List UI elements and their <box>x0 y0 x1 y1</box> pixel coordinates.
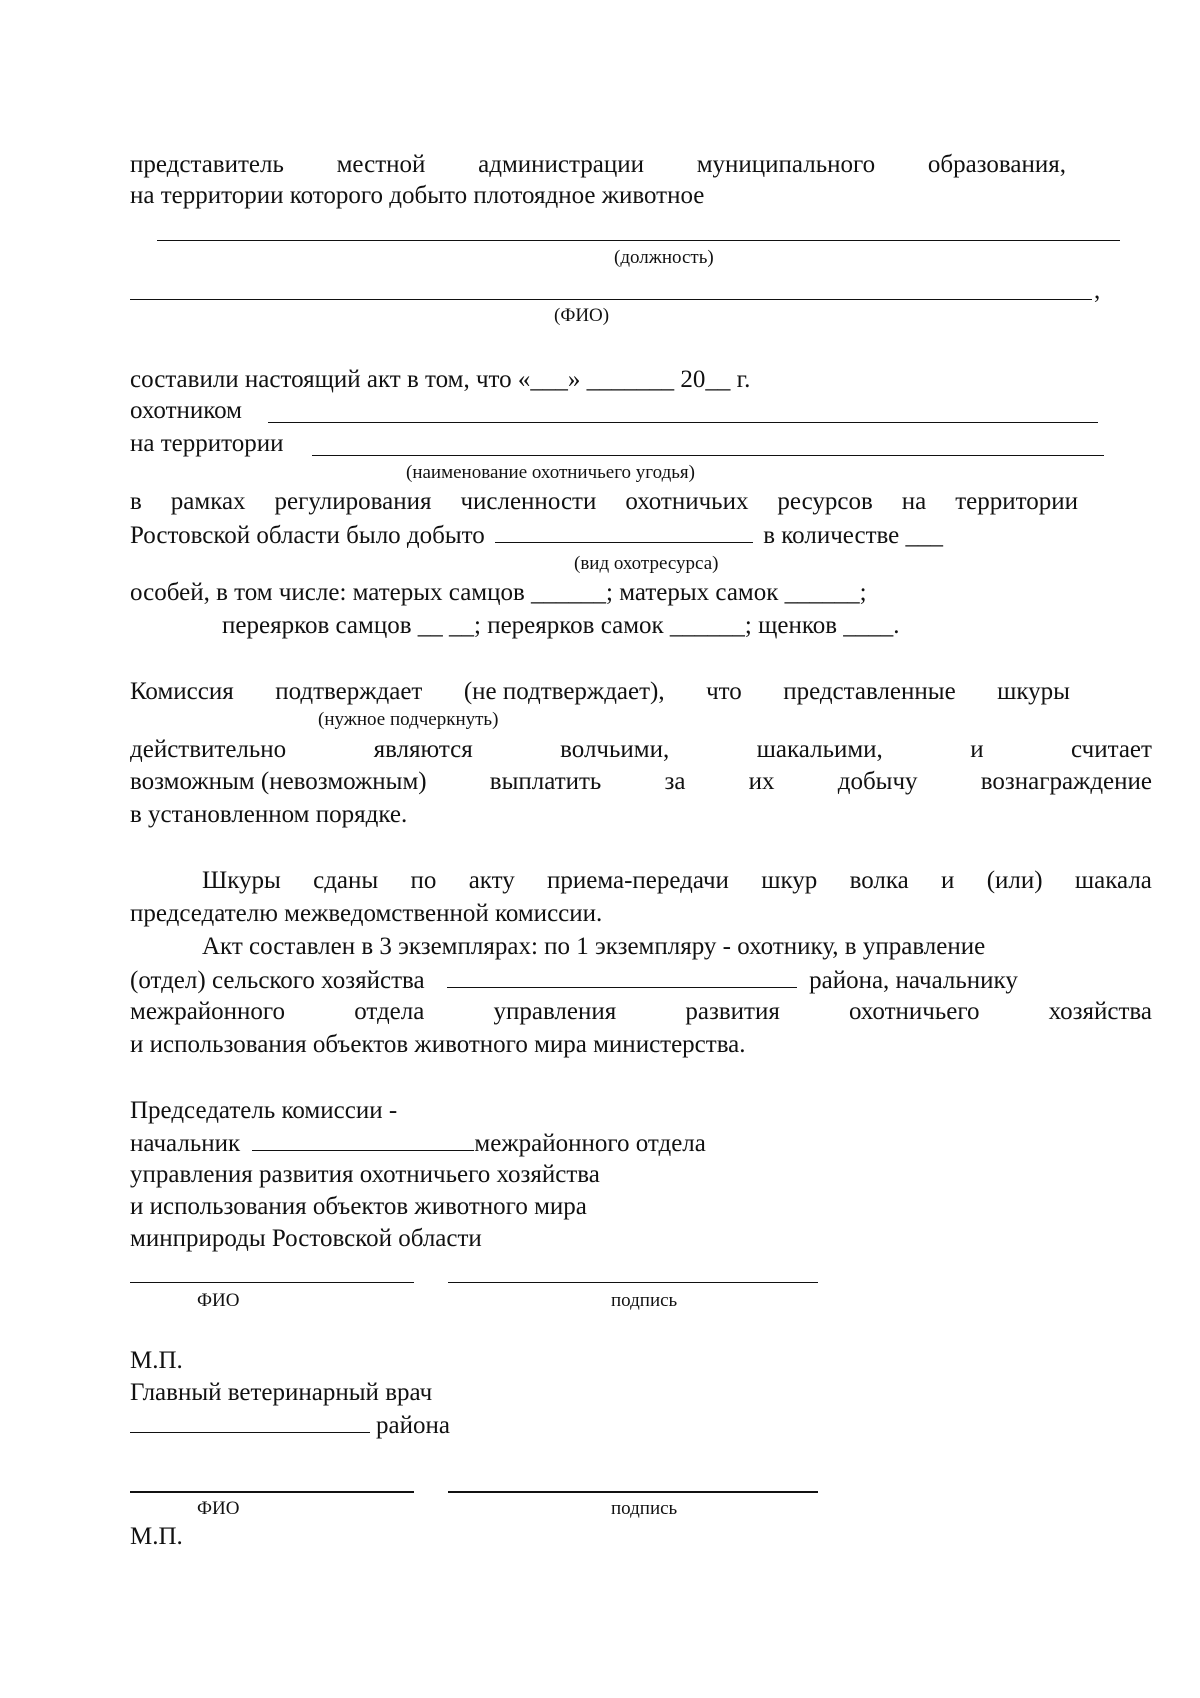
intro-word: представитель <box>130 151 284 178</box>
resource-kind-caption: (вид охотресурса) <box>574 553 719 574</box>
regulation-word: рамках <box>170 488 246 515</box>
agriculture-text: (отдел) сельского хозяйства <box>130 967 425 994</box>
intro-word: местной <box>336 151 426 178</box>
fio-comma: , <box>1094 277 1101 304</box>
region-text: Ростовской области было добыто <box>130 522 485 549</box>
underline-choice-caption: (нужное подчеркнуть) <box>318 709 499 730</box>
copies-word: развития <box>685 998 780 1025</box>
commission-word: выплатить <box>489 768 602 795</box>
commission-word: действительно <box>130 736 287 763</box>
commission-word: Комиссия <box>130 678 234 705</box>
resource-kind-field[interactable] <box>495 520 753 543</box>
chairman-line-5: минприроды Ростовской области <box>130 1225 482 1252</box>
fio-field[interactable] <box>130 299 1092 300</box>
quantity-text: в количестве ___ <box>763 522 944 549</box>
vet-fio-field[interactable] <box>130 1491 414 1493</box>
chairman-fio-field[interactable] <box>130 1282 414 1283</box>
commission-word: что <box>706 678 742 705</box>
commission-word: волчьими, <box>560 736 670 763</box>
intro-word: муниципального <box>696 151 876 178</box>
territory-label: на территории <box>130 430 284 457</box>
regulation-word: ресурсов <box>777 488 873 515</box>
vet-signature-caption: подпись <box>611 1498 678 1519</box>
vet-district-text: района <box>376 1412 450 1439</box>
commission-word: шакальими, <box>756 736 883 763</box>
regulation-word: охотничьих <box>625 488 749 515</box>
copies-line-3 <box>130 997 1152 1027</box>
skins-word: волка <box>849 867 909 894</box>
skins-word: Шкуры <box>202 867 281 894</box>
commission-line-4: в установленном порядке. <box>130 801 408 828</box>
chairman-line-2 <box>130 1128 706 1159</box>
commission-word: за <box>664 768 686 795</box>
interdistrict-text: межрайонного отдела <box>474 1130 706 1157</box>
position-caption: (должность) <box>614 247 714 268</box>
position-field[interactable] <box>157 240 1120 241</box>
commission-line-3 <box>130 767 1152 797</box>
skins-word: шкур <box>761 867 818 894</box>
counts-line-2: переярков самцов __ __; переярков самок ______; щенков ____. <box>222 612 900 639</box>
commission-line-2 <box>130 735 1152 765</box>
chairman-signature-field[interactable] <box>448 1282 818 1283</box>
skins-line-1 <box>202 866 1152 896</box>
intro-line-2: на территории которого добыто плотоядное животное <box>130 182 705 209</box>
regulation-word: регулирования <box>274 488 432 515</box>
commission-word: шкуры <box>997 678 1070 705</box>
skins-word: и <box>941 867 955 894</box>
chairman-signature-caption: подпись <box>611 1290 678 1311</box>
regulation-word: численности <box>460 488 597 515</box>
hunting-ground-caption: (наименование охотничьего угодья) <box>406 462 695 483</box>
commission-word: вознаграждение <box>980 768 1152 795</box>
region-line <box>130 520 943 551</box>
intro-line-1 <box>130 150 1066 180</box>
copies-word: отдела <box>354 998 425 1025</box>
commission-word: их <box>748 768 775 795</box>
vet-district-field[interactable] <box>130 1410 370 1433</box>
regulation-word: территории <box>955 488 1078 515</box>
regulation-word: в <box>130 488 142 515</box>
vet-line-1: Главный ветеринарный врач <box>130 1379 433 1406</box>
chairman-line-3: управления развития охотничьего хозяйства <box>130 1161 600 1188</box>
copies-word: управления <box>493 998 617 1025</box>
copies-line-2 <box>130 965 1018 996</box>
commission-word: добычу <box>837 768 918 795</box>
commission-word: подтверждает <box>275 678 423 705</box>
skins-word: сданы <box>313 867 379 894</box>
skins-word: приема-передачи <box>547 867 729 894</box>
chairman-fio-caption: ФИО <box>197 1290 240 1311</box>
vet-line-2 <box>130 1410 450 1441</box>
skins-line-2: председателю межведомственной комиссии. <box>130 900 603 927</box>
skins-word: шакала <box>1074 867 1152 894</box>
commission-word: (не подтверждает), <box>463 678 665 705</box>
commission-word: представленные <box>783 678 956 705</box>
chief-text: начальник <box>130 1130 241 1157</box>
copies-line-4: и использования объектов животного мира министерства. <box>130 1031 746 1058</box>
copies-line-1: Акт составлен в 3 экземплярах: по 1 экземпляру - охотнику, в управление <box>202 933 986 960</box>
fio-caption: (ФИО) <box>554 305 610 326</box>
hunter-label: охотником <box>130 397 242 424</box>
commission-word: возможным (невозможным) <box>130 768 427 795</box>
commission-word: являются <box>373 736 473 763</box>
counts-line-1: особей, в том числе: матерых самцов ______; матерых самок ______; <box>130 579 867 606</box>
skins-word: по <box>410 867 437 894</box>
intro-word: администрации <box>478 151 644 178</box>
copies-word: межрайонного <box>130 998 286 1025</box>
chairman-line-4: и использования объектов животного мира <box>130 1193 587 1220</box>
act-date-line: составили настоящий акт в том, что «___» _______ 20__ г. <box>130 366 751 393</box>
regulation-line <box>130 487 1078 517</box>
commission-word: и <box>970 736 984 763</box>
territory-field[interactable] <box>312 455 1104 456</box>
vet-fio-caption: ФИО <box>197 1498 240 1519</box>
chairman-line-1: Председатель комиссии - <box>130 1097 398 1124</box>
skins-word: акту <box>468 867 515 894</box>
interdistrict-field[interactable] <box>252 1128 474 1151</box>
intro-word: образования, <box>927 151 1066 178</box>
copies-word: хозяйства <box>1048 998 1152 1025</box>
district-field[interactable] <box>447 965 797 988</box>
commission-word: считает <box>1071 736 1152 763</box>
regulation-word: на <box>901 488 927 515</box>
hunter-field[interactable] <box>268 422 1098 423</box>
vet-signature-field[interactable] <box>448 1491 818 1493</box>
seal-label-2: М.П. <box>130 1523 183 1550</box>
seal-label-1: М.П. <box>130 1347 183 1374</box>
district-text: района, начальнику <box>809 967 1018 994</box>
skins-word: (или) <box>986 867 1043 894</box>
copies-word: охотничьего <box>848 998 980 1025</box>
commission-line-1 <box>130 677 1070 707</box>
